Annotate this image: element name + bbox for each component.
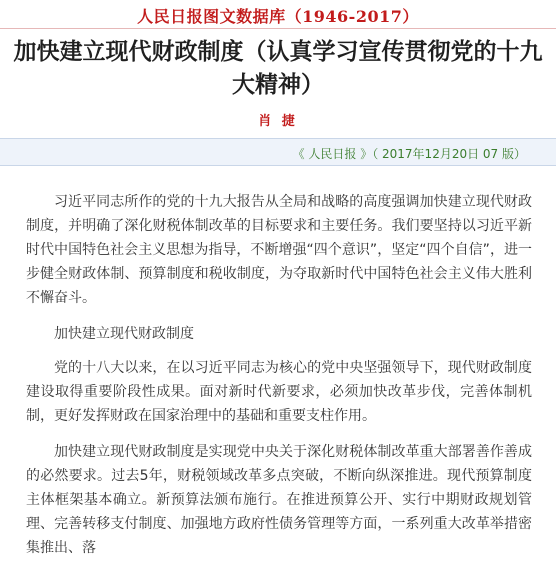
section-heading: 加快建立现代财政制度 [54,326,194,342]
article-author: 肖 捷 [258,114,298,129]
paragraph: 党的十八大以来，在以习近平同志为核心的党中央坚强领导下，现代财政制度建设取得重要阶段性成果。面对新时代新要求，必须加快改革步伐，完善体制机制，更好发挥财政在国家治理中的基础和重要支柱作用。 [26,360,532,424]
article-title: 加快建立现代财政制度（认真学习宣传贯彻党的十九大精神） [13,39,543,98]
banner-divider [0,28,556,29]
database-title: 人民日报图文数据库（1946-2017） [137,7,419,26]
paragraph: 加快建立现代财政制度是实现党中央关于深化财税体制改革重大部署善作善成的必然要求。过去5年，财税领域改革多点突破，不断向纵深推进。现代预算制度主体框架基本确立。新预算法颁布施行。在推进预算公开、实行中期财政规划管理、完善转移支付制度、加强地方政府性债务管理等方面，一系列重大改革举措密集推出、落 [26,444,532,556]
paragraph-intro: 习近平同志所作的党的十九大报告从全局和战略的高度强调加快建立现代财政制度，并明确了深化财税体制改革的目标要求和主要任务。我们要坚持以习近平新时代中国特色社会主义思想为指导，不断增强“四个意识”，坚定“四个自信”，进一步健全财政体制、预算制度和税收制度，为夺取新时代中国特色社会主义伟大胜利不懈奋斗。 [26,194,532,306]
source-bar [0,138,556,166]
database-banner [0,0,556,28]
source-citation: 《 人民日报 》（ 2017年12月20日 07 版） [292,147,526,161]
article-body [26,190,532,572]
